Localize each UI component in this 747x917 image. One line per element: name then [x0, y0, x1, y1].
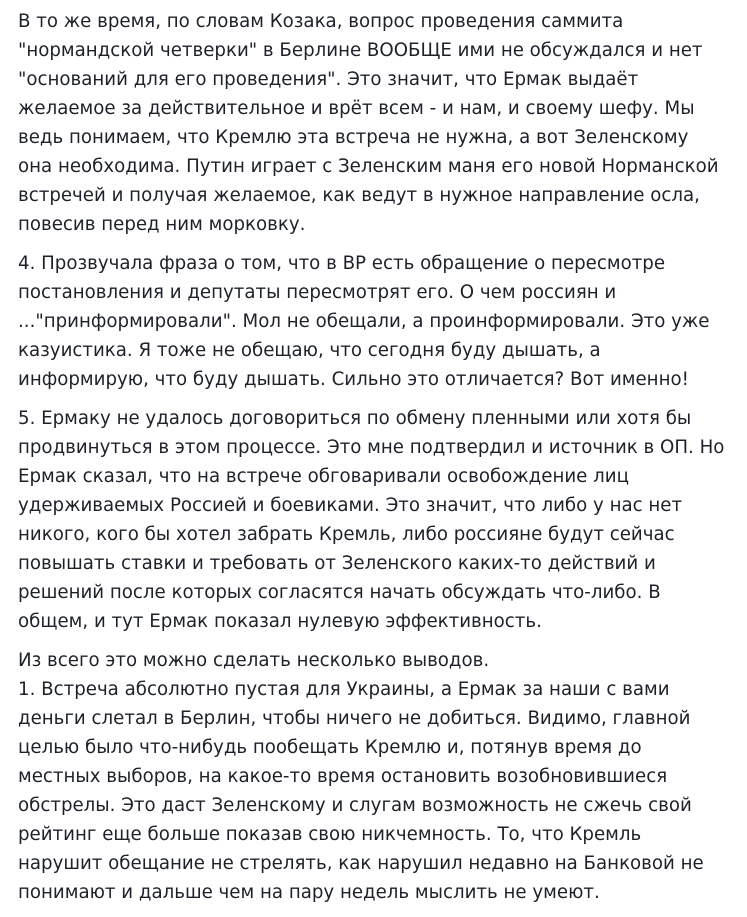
paragraph-point-4: [18, 249, 747, 394]
text-line: решений после которых согласятся начать обсуждать что-либо. В: [18, 582, 661, 603]
text-line: обстрелы. Это даст Зеленскому и слугам возможность не сжечь свой: [18, 795, 692, 816]
text-line: постановления и депутаты пересмотрят его. О чем россиян и: [18, 282, 617, 303]
paragraph-kozak: [18, 7, 747, 239]
text-line: казуистика. Я тоже не обещаю, что сегодня буду дышать, а: [18, 340, 601, 361]
text-line: общем, и тут Ермак показал нулевую эффективность.: [18, 611, 542, 632]
paragraph-conclusions: [18, 646, 747, 907]
text-line: местных выборов, на какое-то время остановить возобновившиеся: [18, 766, 668, 787]
text-line: она необходима. Путин играет с Зеленским маня его новой Норманской: [18, 156, 719, 177]
text-line: ..."принформировали". Мол не обещали, а проинформировали. Это уже: [18, 311, 710, 332]
text-line: понимают и дальше чем на пару недель мыслить не умеют.: [18, 882, 600, 903]
text-line: деньги слетал в Берлин, чтобы ничего не добиться. Видимо, главной: [18, 708, 691, 729]
text-line: ведь понимаем, что Кремлю эта встреча не нужна, а вот Зеленскому: [18, 127, 689, 148]
text-line: нарушит обещание не стрелять, как нарушил недавно на Банковой не: [18, 853, 704, 874]
text-line: 1. Встреча абсолютно пустая для Украины, а Ермак за наши с вами: [18, 679, 670, 700]
text-line: информирую, что буду дышать. Сильно это отличается? Вот именно!: [18, 369, 689, 390]
text-line: удерживаемых Россией и боевиками. Это значит, что либо у нас нет: [18, 495, 683, 516]
text-line: целью было что-нибудь пообещать Кремлю и, потянув время до: [18, 737, 642, 758]
text-line: желаемое за действительное и врёт всем - и нам, и своему шефу. Мы: [18, 98, 695, 119]
text-line: встречей и получая желаемое, как ведут в нужное направление осла,: [18, 185, 700, 206]
text-line: повышать ставки и требовать от Зеленского каких-то действий и: [18, 553, 656, 574]
text-line: В то же время, по словам Козака, вопрос проведения саммита: [18, 11, 624, 32]
paragraph-point-5: [18, 404, 747, 636]
text-line: рейтинг еще больше показав свою никчемность. То, что Кремль: [18, 824, 642, 845]
text-line: продвинуться в этом процессе. Это мне подтвердил и источник в ОП. Но: [18, 437, 725, 458]
text-line: "оснований для его проведения". Это значит, что Ермак выдаёт: [18, 69, 639, 90]
text-line: 4. Прозвучала фраза о том, что в ВР есть обращение о пересмотре: [18, 253, 666, 274]
text-line: Из всего это можно сделать несколько выводов.: [18, 650, 490, 671]
post-body: [18, 7, 747, 917]
text-line: "нормандской четверки" в Берлине ВООБЩЕ ими не обсуждался и нет: [18, 40, 703, 61]
text-line: Ермак сказал, что на встрече обговаривали освобождение лиц: [18, 466, 629, 487]
text-line: повесив перед ним морковку.: [18, 214, 306, 235]
text-line: 5. Ермаку не удалось договориться по обмену пленными или хотя бы: [18, 408, 692, 429]
text-line: никого, кого бы хотел забрать Кремль, либо россияне будут сейчас: [18, 524, 675, 545]
